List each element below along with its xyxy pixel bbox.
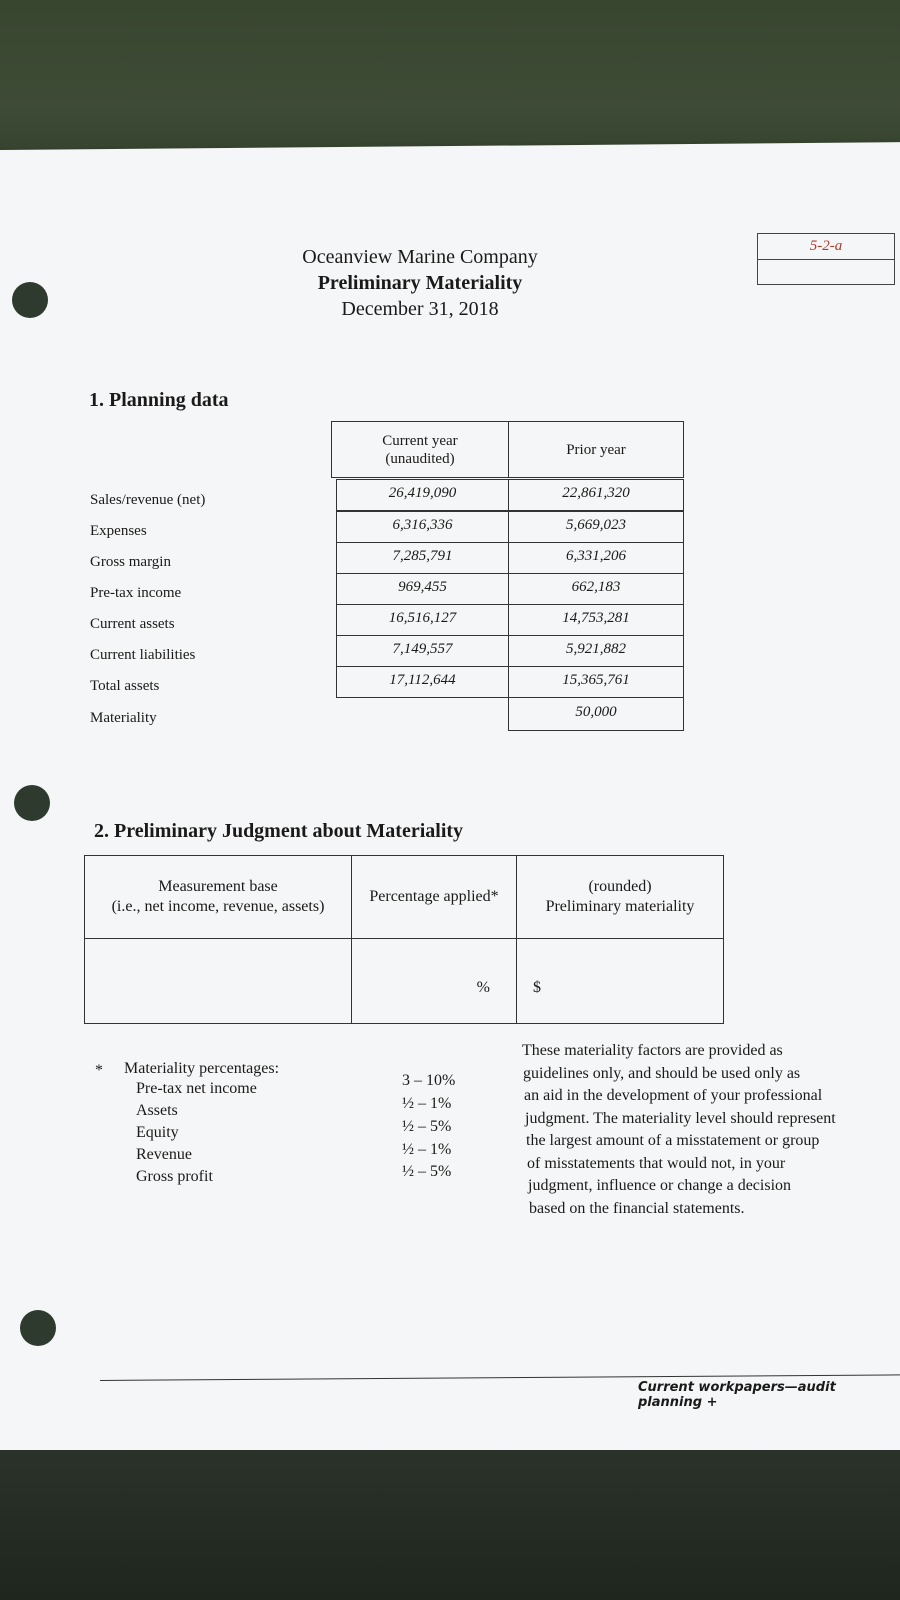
worksheet-paper — [0, 142, 900, 1465]
guidance-line: of misstatements that would not, in your — [527, 1154, 786, 1172]
judgment-header-base-line2: (i.e., net income, revenue, assets) — [111, 898, 325, 915]
judgment-header-base-line1: Measurement base — [158, 878, 278, 895]
materiality-base-label: Equity — [136, 1124, 179, 1141]
page-title: Preliminary Materiality — [317, 272, 523, 294]
materiality-base-label: Pre-tax net income — [136, 1080, 257, 1097]
materiality-range: ½ – 1% — [402, 1095, 452, 1112]
background-bottom — [0, 1450, 900, 1600]
judgment-header-materiality-line2: Preliminary materiality — [545, 898, 695, 915]
materiality-range: ½ – 5% — [402, 1163, 452, 1180]
guidance-line: the largest amount of a misstatement or group — [526, 1132, 820, 1149]
planning-row-label: Total assets — [90, 678, 160, 694]
binder-hole — [14, 785, 50, 821]
current-year-value: 16,516,127 — [336, 604, 509, 636]
page-header — [220, 244, 620, 322]
percentage-applied-input[interactable] — [351, 938, 517, 1024]
materiality-base-label: Gross profit — [136, 1168, 213, 1185]
guidance-line: based on the financial statements. — [529, 1199, 745, 1217]
guidance-line: an aid in the development of your professional — [524, 1087, 823, 1104]
current-year-value: 6,316,336 — [336, 511, 509, 543]
company-name: Oceanview Marine Company — [302, 246, 538, 268]
current-year-value: 17,112,644 — [336, 666, 509, 698]
reference-box — [757, 233, 895, 285]
binder-hole — [20, 1310, 56, 1346]
planning-row-label: Current liabilities — [90, 647, 196, 663]
column-header-current-line1: Current year — [382, 432, 458, 449]
planning-row-label: Gross margin — [90, 554, 171, 570]
column-header-current — [331, 421, 509, 478]
prior-year-value: 14,753,281 — [508, 604, 684, 636]
guidance-line: judgment. The materiality level should represent — [525, 1109, 836, 1127]
materiality-range: ½ – 1% — [402, 1141, 452, 1158]
footer-caption: Current workpapers—audit planning + — [638, 1380, 836, 1410]
planning-row-label: Current assets — [90, 616, 175, 632]
page-date: December 31, 2018 — [341, 298, 499, 320]
column-header-prior: Prior year — [508, 421, 684, 478]
judgment-header-materiality-line1: (rounded) — [588, 878, 652, 895]
reference-divider — [758, 259, 894, 260]
planning-row-label: Expenses — [90, 523, 147, 539]
judgment-header-base — [84, 855, 352, 939]
current-year-value: 26,419,090 — [336, 479, 509, 511]
prior-year-value: 22,861,320 — [508, 479, 684, 511]
materiality-range: 3 – 10% — [402, 1072, 456, 1089]
judgment-header-materiality — [516, 855, 724, 939]
prior-year-value: 5,921,882 — [508, 635, 684, 667]
materiality-range: ½ – 5% — [402, 1118, 452, 1135]
binder-hole — [12, 282, 48, 318]
note-heading: Materiality percentages: — [124, 1060, 280, 1077]
planning-row-label: Sales/revenue (net) — [90, 492, 206, 508]
prior-year-value: 15,365,761 — [508, 666, 684, 698]
note-asterisk: * — [95, 1062, 103, 1079]
guidance-line: These materiality factors are provided as — [522, 1042, 783, 1059]
planning-row-label: Pre-tax income — [90, 585, 182, 601]
current-year-value: 7,285,791 — [336, 542, 509, 574]
planning-row-label: Materiality — [90, 710, 157, 726]
current-year-value: 7,149,557 — [336, 635, 509, 667]
current-year-value: 969,455 — [336, 573, 509, 605]
preliminary-materiality-input[interactable] — [516, 938, 724, 1024]
reference-code: 5-2-a — [809, 238, 843, 254]
prior-year-value: 50,000 — [508, 697, 684, 731]
column-header-current-line2: (unaudited) — [385, 450, 455, 467]
materiality-base-label: Assets — [136, 1102, 178, 1119]
judgment-header-percentage: Percentage applied* — [351, 855, 517, 939]
guidance-line: guidelines only, and should be used only as — [523, 1064, 801, 1082]
prior-year-value: 5,669,023 — [508, 511, 684, 543]
guidance-line: judgment, influence or change a decision — [528, 1177, 792, 1194]
prior-year-value: 662,183 — [508, 573, 684, 605]
section-heading-judgment: 2. Preliminary Judgment about Materiality — [94, 820, 464, 842]
materiality-base-label: Revenue — [136, 1146, 192, 1163]
dollar-sign: $ — [533, 979, 541, 996]
section-heading-planning: 1. Planning data — [89, 389, 229, 411]
percent-sign: % — [476, 979, 490, 996]
prior-year-value: 6,331,206 — [508, 542, 684, 574]
measurement-base-input[interactable] — [84, 938, 352, 1024]
